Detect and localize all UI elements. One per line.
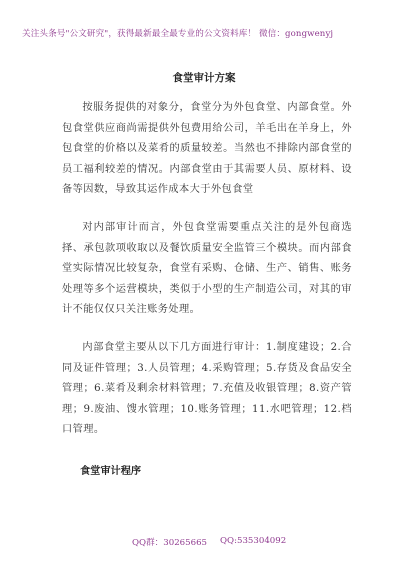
paragraph-canteen-types: 按服务提供的对象分，食堂分为外包食堂、内部食堂。外包食堂供应商尚需提供外包费用给公司，羊毛出在羊身上，外包食堂的价格以及菜肴的质量较差。当然也不排除内部食堂的员工福利较差的情况。内部食堂由于其需要人员、原材料、设备等因数，导致其运作成本大于外包食堂 [62,102,352,195]
header-promo-text: 关注头条号"公文研究"，获得最新最全最专业的公文资料库！ 微信：gongwenyj [22,29,334,39]
footer-qq-number: QQ:535304092 [220,536,287,546]
footer-qq-group: QQ群：30265665 [132,538,208,548]
paragraph-audit-focus: 对内部审计而言，外包食堂需要重点关注的是外包商选择、承包款项收取以及餐饮质量安全监管三个模块。而内部食堂实际情况比较复杂，食堂有采购、仓储、生产、销售、账务处理等多个运营模块，类似于小型的生产制造公司，对其的审计不能仅仅只关注账务处理。 [62,222,352,315]
paragraph-audit-aspects: 内部食堂主要从以下几方面进行审计：1.制度建设；2.合同及证件管理；3.人员管理；4.采购管理；5.存货及食品安全管理；6.菜肴及剩余材料管理；7.充值及收银管理；8.资产管理；9.废油、馊水管理；10.账务管理；11.水吧管理；12.档口管理。 [62,342,352,435]
page-footer [0,536,408,550]
page-header [0,0,408,58]
section-heading-audit-procedure: 食堂审计程序 [80,465,142,477]
document-title: 食堂审计方案 [172,72,236,84]
